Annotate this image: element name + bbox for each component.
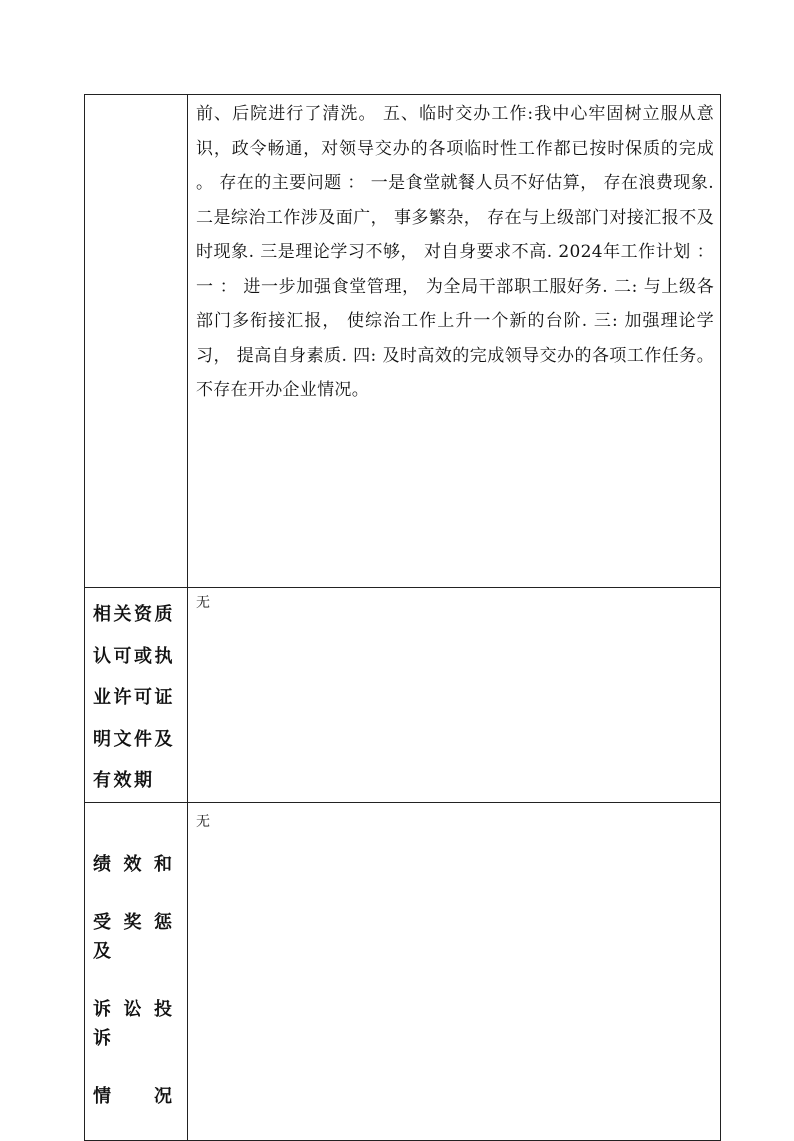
qualification-label: 相关资质 认可或执 业许可证 明文件及 有效期 (93, 604, 175, 791)
qualification-value-cell (188, 588, 721, 803)
report-form-table (84, 94, 721, 1141)
qualification-row (85, 588, 721, 803)
qualification-value: 无 (196, 595, 210, 611)
performance-label-line-3: 诉讼投诉 (93, 998, 175, 1049)
performance-row (85, 802, 721, 1140)
work-summary-label-cell (85, 95, 188, 588)
work-summary-row (85, 95, 721, 588)
performance-value-cell (188, 802, 721, 1140)
work-summary-text: 前、后院进行了清洗。 五、临时交办工作:我中心牢固树立服从意识，政令畅通，对领导交办的各项临时性工作都已按时保质的完成 。 存在的主要问题 ： 一是食堂就餐人员不好估算， 存在浪费现象. 二是综治工作涉及面广， 事多繁杂， 存在与上级部门对接汇报不及时现象. 三是理论学习不够， 对自身要求不高. 2024年工作计划 ： 一 ： 进一步加强食堂管理， 为全局干部职工服好务. 二: 与上级各部门多衔接汇报， 使综治工作上升一个新的台阶. 三: 加强理论学习， 提高自身素质. 四: 及时高效的完成领导交办的各项工作任务。 不存在开办企业情况。 (196, 104, 714, 400)
performance-value: 无 (196, 813, 210, 830)
performance-label-line-1: 绩效和 (93, 853, 175, 875)
work-summary-cell (188, 95, 721, 588)
performance-label-line-2: 受奖惩及 (93, 911, 175, 962)
performance-label (85, 803, 187, 1140)
performance-label-cell (85, 802, 188, 1140)
performance-label-line-4: 情况 (93, 1085, 175, 1107)
qualification-label-cell (85, 588, 188, 803)
